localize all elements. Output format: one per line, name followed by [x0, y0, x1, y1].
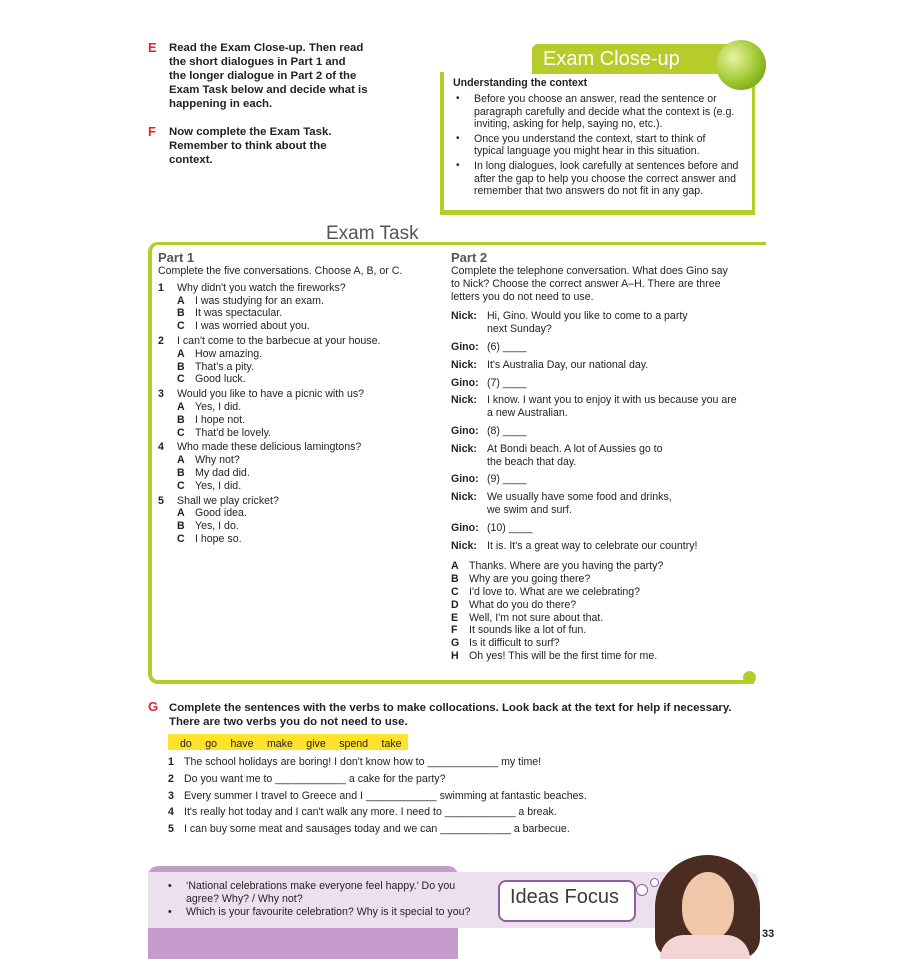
verb-item: have	[230, 738, 254, 750]
closeup-line: Before you choose an answer, read the sentence or	[474, 93, 717, 105]
question	[158, 441, 438, 492]
question-text: Would you like to have a picnic with us?	[177, 388, 365, 401]
question-number: 5	[158, 494, 164, 507]
answer-option[interactable]: C Yes, I did.	[177, 479, 242, 492]
instruction-e-text	[169, 41, 368, 111]
answer-choice[interactable]: E Well, I'm not sure about that.	[451, 611, 604, 624]
part-2-heading: Part 2	[451, 250, 488, 265]
section-g-line: There are two verbs you do not need to use.	[169, 716, 408, 728]
closeup-line: In long dialogues, look carefully at sentences before and	[474, 159, 739, 172]
part-1-heading: Part 1	[158, 250, 195, 265]
verb-item: go	[205, 738, 218, 750]
part-1	[158, 250, 438, 546]
part-1-instruction: Complete the five conversations. Choose A, B, or C.	[158, 265, 403, 277]
closeup-bullets	[458, 93, 748, 198]
dialogue-line: Nick: Hi, Gino. Would you like to come to a party next Sunday?	[451, 310, 688, 336]
answer-option[interactable]: A Yes, I did.	[177, 400, 242, 413]
page-number: 33	[762, 928, 775, 940]
dialogue-gap[interactable]: Gino: (8) ____	[451, 424, 527, 437]
section-g-instruction	[169, 701, 759, 729]
instruction-f-line: context.	[169, 154, 213, 166]
section-g-sentences	[168, 756, 758, 836]
answer-choice[interactable]: A Thanks. Where are you having the party?	[451, 560, 664, 573]
answer-option[interactable]: B Yes, I do.	[177, 520, 239, 533]
girl-face	[682, 872, 734, 940]
ideas-bullet: • ‘National celebrations make everyone feel happy.’ Do you agree? Why? / Why not?	[168, 880, 456, 905]
answer-choice[interactable]: B Why are you going there?	[451, 573, 591, 586]
question-number: 3	[158, 388, 164, 401]
answer-choice[interactable]: D What do you do there?	[451, 598, 577, 611]
dialogue-line: Nick: At Bondi beach. A lot of Aussies go to the beach that day.	[451, 442, 663, 468]
instruction-f-text	[169, 125, 331, 167]
part-2-instruction: letters you do not need to use.	[451, 290, 594, 303]
answer-choice[interactable]: C I'd love to. What are we celebrating?	[451, 585, 641, 598]
sentence-item[interactable]: 5 I can buy some meat and sausages today and we can ____________ a barbecue.	[168, 823, 570, 836]
verb-item: do	[180, 738, 192, 750]
answer-option[interactable]: A Good idea.	[177, 507, 247, 520]
question-text: I can't come to the barbecue at your house.	[177, 334, 381, 347]
closeup-line: after the gap to help you choose the correct answer and	[474, 172, 737, 185]
part-2-instruction: Complete the telephone conversation. What does Gino say	[451, 265, 728, 277]
closeup-bullet: • Before you choose an answer, read the sentence or paragraph carefully and decide what the context is (e.g. inviting, asking for help, saying no, etc.).	[458, 93, 748, 131]
exam-task-title: Exam Task	[326, 223, 419, 244]
question-text: Who made these delicious lamingtons?	[177, 441, 362, 454]
question	[158, 282, 438, 333]
question-text: Why didn't you watch the fireworks?	[177, 281, 346, 294]
question-number: 2	[158, 334, 164, 347]
closeup-line: Once you understand the context, start to think of	[474, 132, 706, 145]
answer-option[interactable]: B I hope not.	[177, 413, 246, 426]
closeup-line: remember that two answers do not fit in any gap.	[474, 185, 704, 198]
instruction-e-line: happening in each.	[169, 98, 273, 110]
dialogue-line: Nick: It's Australia Day, our national day.	[451, 358, 649, 371]
closeup-bullet: • Once you understand the context, start to think of typical language you might hear in this situation.	[458, 133, 748, 158]
section-g-line: Complete the sentences with the verbs to make collocations. Look back at the text for help if necessary.	[169, 702, 732, 714]
thought-bubble-dot	[636, 884, 648, 896]
ideas-focus-title: Ideas Focus	[510, 886, 619, 908]
instruction-f-letter: F	[148, 124, 156, 139]
answer-option[interactable]: A I was studying for an exam.	[177, 294, 324, 307]
question-number: 1	[158, 281, 164, 294]
verb-box	[168, 734, 408, 750]
closeup-line: inviting, asking for help, saying no, etc.).	[474, 118, 663, 131]
dialogue-gap[interactable]: Gino: (6) ____	[451, 340, 527, 353]
question	[158, 335, 438, 386]
verb-item: make	[266, 738, 293, 750]
closeup-heading: Understanding the context	[453, 77, 588, 89]
instruction-e-line: Exam Task below and decide what is	[169, 84, 368, 96]
instruction-f-line: Now complete the Exam Task.	[169, 126, 332, 138]
ideas-bullet: • Which is your favourite celebration? Why is it special to you?	[168, 905, 471, 918]
answer-option[interactable]: A Why not?	[177, 454, 240, 467]
section-g-letter: G	[148, 699, 159, 714]
answer-choice[interactable]: H Oh yes! This will be the first time for me.	[451, 649, 658, 662]
dialogue-line: Nick: We usually have some food and drinks, we swim and surf.	[451, 491, 672, 516]
answer-option[interactable]: C I was worried about you.	[177, 320, 310, 333]
answer-choice[interactable]: F It sounds like a lot of fun.	[451, 624, 587, 637]
instruction-e-line: the short dialogues in Part 1 and	[169, 56, 346, 68]
answer-option[interactable]: C Good luck.	[177, 373, 246, 386]
dialogue-line: Nick: I know. I want you to enjoy it with us because you are a new Australian.	[451, 394, 737, 420]
answer-option[interactable]: C That'd be lovely.	[177, 426, 272, 439]
answer-option[interactable]: A How amazing.	[177, 347, 263, 360]
instruction-e-line: Read the Exam Close-up. Then read	[169, 42, 364, 54]
sentence-item[interactable]: 1 The school holidays are boring! I don't know how to ____________ my time!	[168, 756, 542, 768]
tennis-ball-icon	[716, 40, 766, 90]
verb-item: give	[306, 738, 326, 750]
dialogue-gap[interactable]: Gino: (7) ____	[451, 376, 527, 389]
part-2-instruction: to Nick? Choose the correct answer A–H. There are three	[451, 277, 721, 290]
answer-option[interactable]: C I hope so.	[177, 532, 242, 545]
instruction-e-line: the longer dialogue in Part 2 of the	[169, 70, 357, 82]
question-text: Shall we play cricket?	[177, 494, 279, 507]
exam-task-dot	[743, 671, 756, 684]
answer-option[interactable]: B It was spectacular.	[177, 307, 283, 320]
answer-option[interactable]: B My dad did.	[177, 466, 250, 479]
question	[158, 495, 438, 546]
dialogue-gap[interactable]: Gino: (9) ____	[451, 473, 527, 486]
instruction-e-letter: E	[148, 40, 157, 55]
girl-shirt	[660, 935, 750, 959]
verb-item: spend	[339, 738, 369, 750]
answer-choice[interactable]: G Is it difficult to surf?	[451, 637, 560, 650]
exam-task-frame-line	[430, 242, 766, 245]
answer-option[interactable]: B That's a pity.	[177, 360, 254, 373]
part-2	[451, 250, 751, 663]
thought-bubble-dot	[650, 878, 659, 887]
closeup-line: typical language you might hear in this situation.	[474, 145, 700, 158]
closeup-bullet: • In long dialogues, look carefully at sentences before and after the gap to help you choose the correct answer and remember that two answers do not fit in any gap.	[458, 160, 748, 198]
question-number: 4	[158, 441, 164, 454]
sentence-item[interactable]: 2 Do you want me to ____________ a cake for the party?	[168, 772, 446, 785]
closeup-line: paragraph carefully and decide what the context is (e.g.	[474, 105, 735, 118]
dialogue-gap[interactable]: Gino: (10) ____	[451, 521, 533, 534]
verb-item: take	[381, 738, 402, 750]
ideas-focus-bullets	[166, 880, 496, 918]
dialogue-line: Nick: It is. It's a great way to celebrate our country!	[451, 539, 698, 552]
sentence-item[interactable]: 3 Every summer I travel to Greece and I ____________ swimming at fantastic beaches.	[168, 789, 587, 802]
instruction-f-line: Remember to think about the	[169, 140, 327, 152]
sentence-item[interactable]: 4 It's really hot today and I can't walk any more. I need to ____________ a break.	[168, 806, 557, 819]
exam-closeup-title: Exam Close-up	[543, 48, 680, 70]
question	[158, 388, 438, 439]
